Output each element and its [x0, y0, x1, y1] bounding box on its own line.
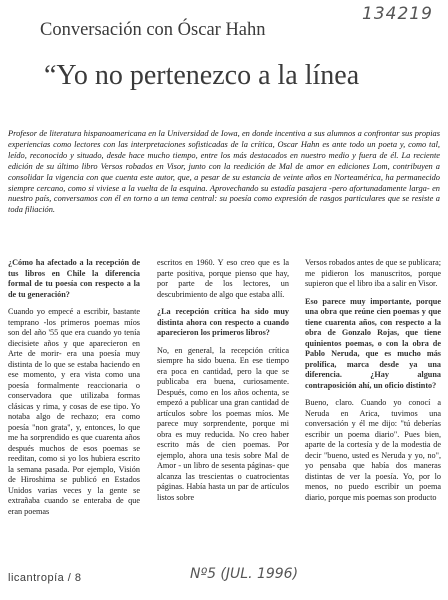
handwritten-archive-number: 134219 [362, 4, 433, 24]
interview-question: Eso parece muy importante, porque una obra que reúne cien poemas y que tiene cuarenta años, con respecto a la obra de Gonzalo Rojas, que tiene quinientos poemas, o con la obra de Pablo Neruda, que es mucho más prolífica, marca desde ya una diferencia. ¿Hay alguna contraposición ahí, un oficio distinto? [305, 296, 441, 390]
text-column-3 [305, 258, 441, 510]
article-intro: Profesor de literatura hispanoamericana en la Universidad de Iowa, en donde incentiva a sus alumnos a confrontar sus propias experiencias como lectores con las interpretaciones sofisticadas de la crítica, Oscar Hahn es ante todo un poeta y, como tal, leído, reconocido y situado, desde hace mucho tiempo, entre los más destacados en nuestro medio y fuera de él. La reciente edición de su último libro Versos robados en Visor, junto con la reedición de Mal de amor en ediciones Lom, contribuyen a consolidar la vigencia con que cuenta este autor, que, a pesar de su estancia de veinte años en Norteamérica, ha permanecido siempre cercano, como si viviese a la vuelta de la esquina. Aprovechando su estadía pasajera -pero afortunadamente larga- en nuestro país, conversamos con él en torno a un tema central: su poesía como expresión de rasgos particulares que se resiste a toda filiación. [8, 129, 440, 215]
text-column-2 [157, 258, 289, 510]
interview-answer: Versos robados antes de que se publicara; me pidieron los manuscritos, porque supieron que el libro iba a salir en Visor. [305, 258, 441, 288]
handwritten-issue-date: Nº5 (JUL. 1996) [190, 566, 299, 582]
interview-question: ¿Cómo ha afectado a la recepción de tus libros en Chile la diferencia formal de tu poesía con respecto a la de tu generación? [8, 258, 140, 299]
interview-question: ¿La recepción crítica ha sido muy distinta ahora con respecto a cuando aparecieron los primeros libros? [157, 307, 289, 337]
interview-answer: Cuando yo empecé a escribir, bastante temprano -los primeros poemas míos son del año '55 que era cuando yo tenía diecisiete años y que aparecieron en Arte de morir- era una poesía muy distinta de lo que se estaba haciendo en ese momento, y era vista como una poesía formalmente reaccionaria o conservadora que utilizaba formas clásicas y rima, y cosas de ese tipo. Yo notaba algo de rechazo; era como poesía "non grata", y, entonces, lo que me ha sorprendido es que cuarenta años después muchos de esos poemas se reeditan, como si yo los hubiera escrito la semana pasada. Por ejemplo, Visión de Hiroshima se publicó en Estados Unidos varias veces y la gente se extrañaba cuando se enteraba de que eran poemas [8, 307, 140, 516]
article-supertitle: Conversación con Óscar Hahn [40, 20, 266, 40]
interview-answer: escritos en 1960. Y eso creo que es la parte positiva, porque pienso que hay, por parte de los lectores, un descubrimiento de algo que estaba allí. [157, 258, 289, 299]
interview-answer: Bueno, claro. Cuando yo conocí a Neruda en Arica, tuvimos una conversación y él me dijo: "tú deberías escribir un poema diario". Pues bien, aparte de la cortesía y de la modestia de decir "bueno, usted es Neruda y yo, no", yo pensaba que había dos maneras distintas de ver la poesía. Yo, por lo menos, no puedo escribir un poema diario, porque mis poemas son producto [305, 398, 441, 502]
article-title: “Yo no pertenezco a la línea [44, 60, 360, 91]
text-column-1 [8, 258, 140, 524]
page-footer: licantropía / 8 [8, 572, 82, 584]
interview-answer: No, en general, la recepción crítica siempre ha sido buena. En ese tiempo era poca en cantidad, pero la que se publicaba era buena, curiosamente. Después, como en los años ochenta, se empezó a publicar una gran cantidad de artículos sobre los poemas míos. Me parece muy sorprendente, porque mi obra es muy reducida. No creo haber escrito más de cien poemas. Por ejemplo, ahora una tesis sobre Mal de Amor - un libro de sesenta páginas- que alcanza las trescientas o cuatrocientas páginas. Había hasta un par de artículos listos sobre [157, 345, 289, 502]
